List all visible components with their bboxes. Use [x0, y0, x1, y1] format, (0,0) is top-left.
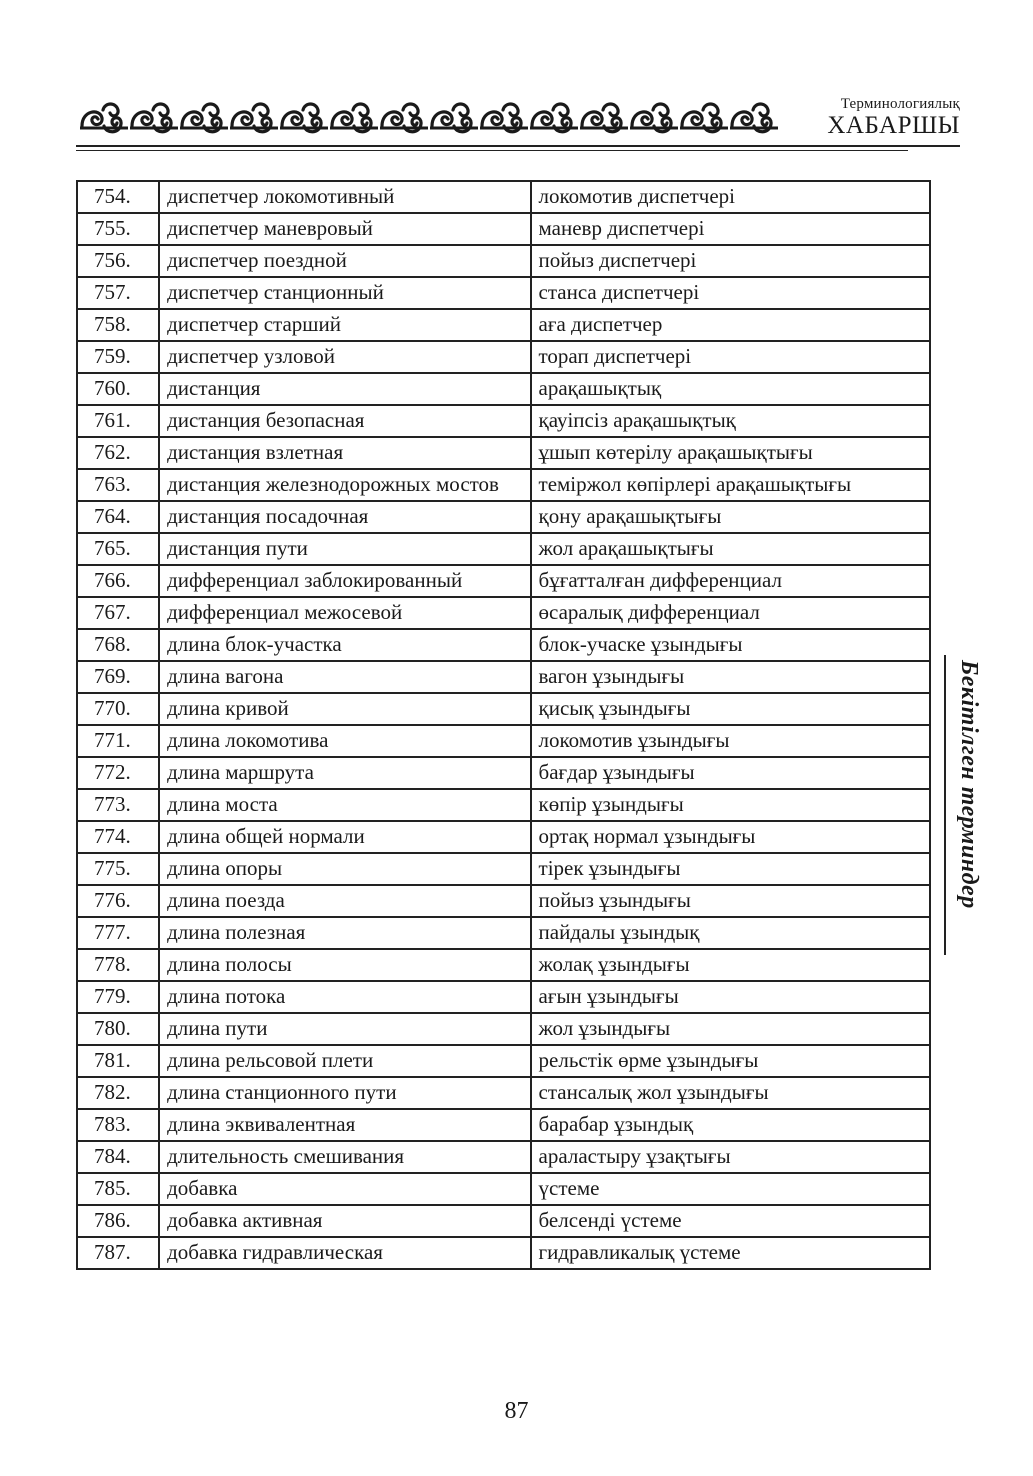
- term-kazakh: қону арақашықтығы: [531, 501, 930, 533]
- terms-table: [76, 180, 931, 1270]
- term-number: 781.: [77, 1045, 159, 1077]
- term-number: 778.: [77, 949, 159, 981]
- table-row: [77, 565, 930, 597]
- table-row: [77, 501, 930, 533]
- term-russian: добавка гидравлическая: [159, 1237, 530, 1269]
- header-divider: [76, 145, 960, 147]
- term-russian: дистанция пути: [159, 533, 530, 565]
- table-row: [77, 757, 930, 789]
- table-row: [77, 1173, 930, 1205]
- table-row: [77, 821, 930, 853]
- table-row: [77, 1077, 930, 1109]
- table-row: [77, 213, 930, 245]
- term-number: 760.: [77, 373, 159, 405]
- table-row: [77, 1205, 930, 1237]
- term-number: 758.: [77, 309, 159, 341]
- term-kazakh: гидравликалық үстеме: [531, 1237, 930, 1269]
- term-number: 786.: [77, 1205, 159, 1237]
- term-kazakh: локомотив диспетчері: [531, 181, 930, 213]
- journal-title-line1: Терминологиялық: [840, 96, 960, 112]
- term-russian: длина опоры: [159, 853, 530, 885]
- term-kazakh: белсенді үстеме: [531, 1205, 930, 1237]
- term-russian: длина пути: [159, 1013, 530, 1045]
- table-row: [77, 917, 930, 949]
- term-russian: добавка: [159, 1173, 530, 1205]
- term-number: 767.: [77, 597, 159, 629]
- journal-title-line2: ХАБАРШЫ: [827, 112, 960, 139]
- table-row: [77, 1109, 930, 1141]
- table-row: [77, 373, 930, 405]
- page-number: 87: [504, 1398, 529, 1424]
- term-number: 761.: [77, 405, 159, 437]
- ornament-border-icon: [76, 98, 822, 136]
- term-kazakh: пойыз ұзындығы: [531, 885, 930, 917]
- term-kazakh: локомотив ұзындығы: [531, 725, 930, 757]
- term-number: 772.: [77, 757, 159, 789]
- term-russian: дифференциал межосевой: [159, 597, 530, 629]
- term-number: 780.: [77, 1013, 159, 1045]
- term-number: 763.: [77, 469, 159, 501]
- term-kazakh: арақашықтық: [531, 373, 930, 405]
- term-russian: длина полезная: [159, 917, 530, 949]
- term-number: 783.: [77, 1109, 159, 1141]
- table-row: [77, 885, 930, 917]
- table-row: [77, 1045, 930, 1077]
- page-header: [76, 96, 960, 148]
- table-row: [77, 341, 930, 373]
- term-russian: длина вагона: [159, 661, 530, 693]
- term-russian: длина станционного пути: [159, 1077, 530, 1109]
- term-number: 755.: [77, 213, 159, 245]
- term-number: 770.: [77, 693, 159, 725]
- table-row: [77, 309, 930, 341]
- term-number: 769.: [77, 661, 159, 693]
- table-row: [77, 277, 930, 309]
- table-row: [77, 469, 930, 501]
- term-russian: диспетчер узловой: [159, 341, 530, 373]
- term-number: 765.: [77, 533, 159, 565]
- table-row: [77, 181, 930, 213]
- table-row: [77, 853, 930, 885]
- term-kazakh: жол ұзындығы: [531, 1013, 930, 1045]
- term-russian: дистанция безопасная: [159, 405, 530, 437]
- table-row: [77, 1013, 930, 1045]
- term-kazakh: үстеме: [531, 1173, 930, 1205]
- term-number: 759.: [77, 341, 159, 373]
- term-russian: дифференциал заблокированный: [159, 565, 530, 597]
- table-row: [77, 533, 930, 565]
- term-russian: добавка активная: [159, 1205, 530, 1237]
- term-kazakh: қауіпсіз арақашықтық: [531, 405, 930, 437]
- term-kazakh: пойыз диспетчері: [531, 245, 930, 277]
- table-row: [77, 405, 930, 437]
- table-row: [77, 437, 930, 469]
- term-kazakh: пайдалы ұзындық: [531, 917, 930, 949]
- table-row: [77, 725, 930, 757]
- term-kazakh: маневр диспетчері: [531, 213, 930, 245]
- term-russian: дистанция взлетная: [159, 437, 530, 469]
- term-russian: диспетчер станционный: [159, 277, 530, 309]
- term-number: 782.: [77, 1077, 159, 1109]
- table-row: [77, 981, 930, 1013]
- term-kazakh: торап диспетчері: [531, 341, 930, 373]
- term-number: 757.: [77, 277, 159, 309]
- term-russian: длина поезда: [159, 885, 530, 917]
- term-kazakh: араластыру ұзақтығы: [531, 1141, 930, 1173]
- term-number: 768.: [77, 629, 159, 661]
- term-kazakh: тірек ұзындығы: [531, 853, 930, 885]
- term-number: 771.: [77, 725, 159, 757]
- term-kazakh: бұғатталған дифференциал: [531, 565, 930, 597]
- term-kazakh: бағдар ұзындығы: [531, 757, 930, 789]
- term-russian: длина маршрута: [159, 757, 530, 789]
- terms-table-body: [77, 181, 930, 1269]
- term-number: 775.: [77, 853, 159, 885]
- term-number: 779.: [77, 981, 159, 1013]
- term-russian: длительность смешивания: [159, 1141, 530, 1173]
- term-kazakh: теміржол көпірлері арақашықтығы: [531, 469, 930, 501]
- term-kazakh: аға диспетчер: [531, 309, 930, 341]
- term-number: 756.: [77, 245, 159, 277]
- term-number: 777.: [77, 917, 159, 949]
- term-kazakh: вагон ұзындығы: [531, 661, 930, 693]
- term-russian: длина полосы: [159, 949, 530, 981]
- term-number: 764.: [77, 501, 159, 533]
- term-number: 754.: [77, 181, 159, 213]
- term-number: 773.: [77, 789, 159, 821]
- table-row: [77, 661, 930, 693]
- term-russian: длина рельсовой плети: [159, 1045, 530, 1077]
- term-number: 776.: [77, 885, 159, 917]
- term-russian: дистанция посадочная: [159, 501, 530, 533]
- term-number: 784.: [77, 1141, 159, 1173]
- journal-title: [827, 96, 960, 139]
- term-russian: длина блок-участка: [159, 629, 530, 661]
- term-number: 766.: [77, 565, 159, 597]
- term-kazakh: ағын ұзындығы: [531, 981, 930, 1013]
- term-number: 774.: [77, 821, 159, 853]
- table-row: [77, 789, 930, 821]
- term-russian: диспетчер старший: [159, 309, 530, 341]
- term-kazakh: жолақ ұзындығы: [531, 949, 930, 981]
- term-kazakh: рельстік өрме ұзындығы: [531, 1045, 930, 1077]
- table-row: [77, 629, 930, 661]
- term-russian: длина локомотива: [159, 725, 530, 757]
- table-row: [77, 245, 930, 277]
- term-number: 787.: [77, 1237, 159, 1269]
- header-divider-thin: [76, 150, 908, 151]
- term-number: 785.: [77, 1173, 159, 1205]
- section-side-label: Бекітілген терминдер: [956, 660, 982, 909]
- term-russian: длина кривой: [159, 693, 530, 725]
- term-russian: диспетчер поездной: [159, 245, 530, 277]
- term-kazakh: барабар ұзындық: [531, 1109, 930, 1141]
- term-russian: длина эквивалентная: [159, 1109, 530, 1141]
- table-row: [77, 1141, 930, 1173]
- term-kazakh: станса диспетчері: [531, 277, 930, 309]
- term-russian: длина моста: [159, 789, 530, 821]
- table-row: [77, 1237, 930, 1269]
- term-russian: дистанция: [159, 373, 530, 405]
- table-row: [77, 949, 930, 981]
- term-kazakh: ұшып көтерілу арақашықтығы: [531, 437, 930, 469]
- table-row: [77, 597, 930, 629]
- term-kazakh: жол арақашықтығы: [531, 533, 930, 565]
- term-russian: дистанция железнодорожных мостов: [159, 469, 530, 501]
- term-russian: диспетчер маневровый: [159, 213, 530, 245]
- term-kazakh: блок-учаске ұзындығы: [531, 629, 930, 661]
- term-russian: длина потока: [159, 981, 530, 1013]
- term-kazakh: ортақ нормал ұзындығы: [531, 821, 930, 853]
- term-russian: диспетчер локомотивный: [159, 181, 530, 213]
- table-row: [77, 693, 930, 725]
- term-kazakh: өсаралық дифференциал: [531, 597, 930, 629]
- term-russian: длина общей нормали: [159, 821, 530, 853]
- term-kazakh: стансалық жол ұзындығы: [531, 1077, 930, 1109]
- term-kazakh: қисық ұзындығы: [531, 693, 930, 725]
- term-kazakh: көпір ұзындығы: [531, 789, 930, 821]
- term-number: 762.: [77, 437, 159, 469]
